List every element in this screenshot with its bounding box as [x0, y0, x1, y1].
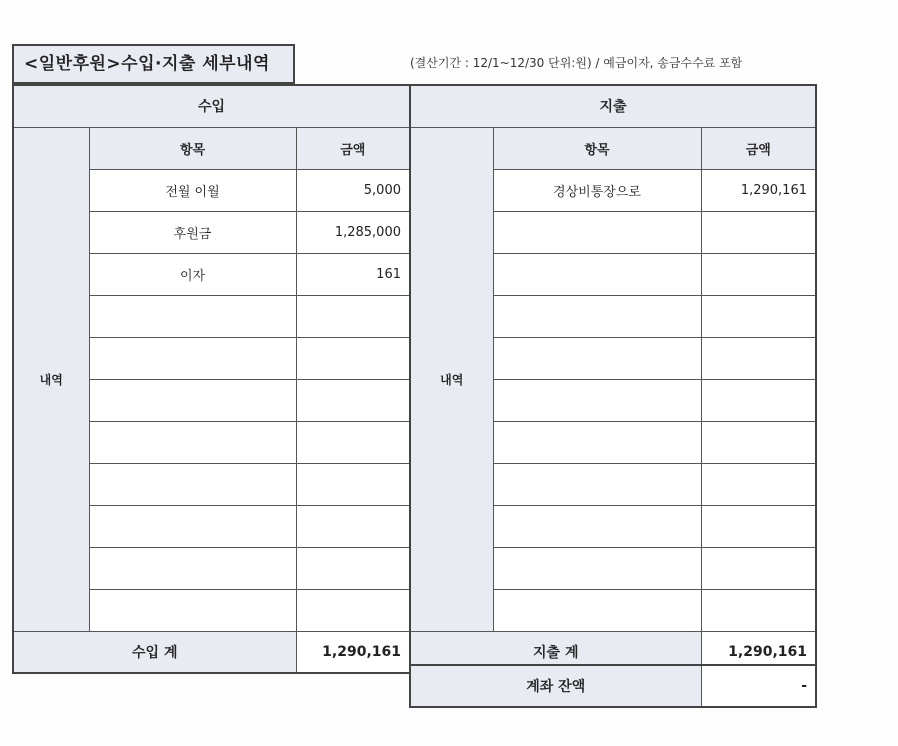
expense-amount: [701, 211, 816, 253]
income-amount: 5,000: [296, 169, 410, 211]
income-item: [89, 547, 296, 589]
expense-amount: [701, 547, 816, 589]
expense-col-amount: 금액: [701, 127, 816, 169]
income-item: [89, 337, 296, 379]
expense-item: [493, 379, 701, 421]
expense-section-header: 지출: [410, 85, 816, 127]
expense-amount: [701, 421, 816, 463]
income-amount: [296, 505, 410, 547]
expense-amount: [701, 589, 816, 631]
expense-item: [493, 295, 701, 337]
expense-amount: 1,290,161: [701, 169, 816, 211]
expense-item: [493, 211, 701, 253]
income-total-value: 1,290,161: [296, 631, 410, 673]
expense-item: [493, 463, 701, 505]
expense-item: [493, 253, 701, 295]
expense-side-label: 내역: [410, 127, 493, 631]
income-item: [89, 463, 296, 505]
income-item: [89, 505, 296, 547]
expense-total-label: 지출 계: [410, 631, 701, 673]
expense-item: [493, 547, 701, 589]
income-item: 전월 이월: [89, 169, 296, 211]
income-col-amount: 금액: [296, 127, 410, 169]
income-amount: [296, 547, 410, 589]
income-item: [89, 421, 296, 463]
balance-label: 계좌 잔액: [410, 665, 701, 707]
balance-value: -: [701, 665, 816, 707]
income-side-label: 내역: [13, 127, 89, 631]
expense-item: [493, 505, 701, 547]
income-item: 후원금: [89, 211, 296, 253]
income-total-label: 수입 계: [13, 631, 296, 673]
expense-col-item: 항목: [493, 127, 701, 169]
expense-table: [409, 84, 817, 674]
income-amount: 161: [296, 253, 410, 295]
expense-amount: [701, 505, 816, 547]
income-item: 이자: [89, 253, 296, 295]
income-col-item: 항목: [89, 127, 296, 169]
income-section-header: 수입: [13, 85, 410, 127]
income-amount: [296, 295, 410, 337]
income-item: [89, 589, 296, 631]
expense-amount: [701, 337, 816, 379]
income-item: [89, 295, 296, 337]
expense-item: [493, 421, 701, 463]
income-amount: [296, 463, 410, 505]
expense-total-value: 1,290,161: [701, 631, 816, 673]
expense-amount: [701, 379, 816, 421]
income-amount: [296, 589, 410, 631]
expense-amount: [701, 253, 816, 295]
income-item: [89, 379, 296, 421]
income-amount: 1,285,000: [296, 211, 410, 253]
expense-item: 경상비통장으로: [493, 169, 701, 211]
income-amount: [296, 337, 410, 379]
period-note: (결산기간 : 12/1~12/30 단위:원) / 예금이자, 송금수수료 포함: [410, 56, 743, 70]
income-amount: [296, 379, 410, 421]
expense-amount: [701, 463, 816, 505]
expense-amount: [701, 295, 816, 337]
income-table: [12, 84, 411, 674]
income-amount: [296, 421, 410, 463]
balance-table: [409, 664, 817, 708]
expense-item: [493, 589, 701, 631]
page-title: <일반후원>수입·지출 세부내역: [12, 44, 295, 84]
expense-item: [493, 337, 701, 379]
